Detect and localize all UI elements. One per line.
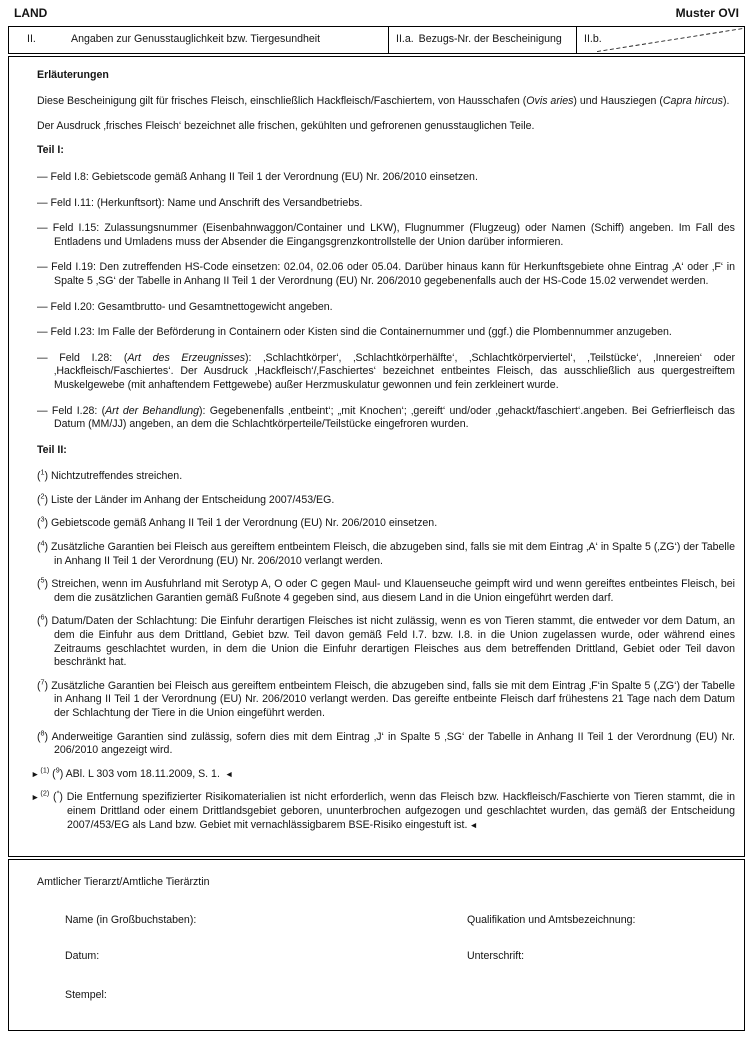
diagonal-strike-line	[577, 27, 744, 53]
amendment-note: ►$^{(1)}$ ($^9$) ABl. L 303 vom 18.11.2009, S. 1. ◄	[31, 765, 234, 780]
date-label: Datum:	[65, 950, 100, 963]
dash-marker: —	[37, 222, 48, 235]
field-note-item: — Feld I.19: Den zutreffenden HS-Code einsetzen: 02.04, 02.06 oder 05.04. Darüber hinaus kann für Herkunftsgebiete ohne Eintrag ‚A‘ oder ‚F‘ in Spalte 5 ‚SG‘ der Tabelle in Anhang II Teil 1 der Verordnung (EU) Nr. 206/2010 gegebenenfalls auch der HS-Code 15.02 verwendet werden.	[37, 261, 735, 287]
footnote-item: ($^2$) Liste der Länder im Anhang der Entscheidung 2007/453/EG.	[37, 491, 335, 506]
item-type-label: Art des Erzeugnisses	[127, 351, 246, 364]
footnote-marker: ($^3$)	[37, 514, 49, 530]
stamp-label: Stempel:	[65, 988, 107, 1001]
intro-paragraph-2: Der Ausdruck ‚frisches Fleisch‘ bezeichnet alle frischen, gekühlten und gefrorenen genusstauglichen Teile.	[37, 119, 535, 132]
intro-paragraph-1: Diese Bescheinigung gilt für frisches Fleisch, einschließlich Hackfleisch/Faschiertem, von Hausschafen (Ovis aries) und Hausziegen (Capra hircus).	[37, 95, 730, 108]
footnote-item: ($^7$) Zusätzliche Garantien bei Fleisch aus gereiftem entbeintem Fleisch, die abzugeben sind, falls sie mit dem Eintrag ‚F‘in Spalte 5 (‚ZG‘) der Tabelle in Anhang II Teil 1 der Verordnung (EU) Nr. 206/2010 verlangt werden. Das gereifte entbeinte Fleisch darf frühestens 21 Tage nach dem Datum der Schlachtung der Tiere in die Union eingeführt werden.	[37, 677, 735, 719]
dash-marker: —	[37, 404, 48, 417]
amendment-sup-label: (2)	[40, 788, 50, 798]
header-cell-part-ii	[9, 27, 389, 53]
amendment-sup-label: (1)	[40, 765, 50, 775]
species-name-latin: Ovis aries	[526, 95, 574, 108]
species-name-latin: Capra hircus	[662, 95, 723, 108]
part-ii-number: II.	[27, 32, 36, 45]
part-iia-number: II.a.	[396, 32, 414, 45]
field-note-item: — Feld I.28: (Art des Erzeugnisses): ‚Schlachtkörper‘, ‚Schlachtkörperhälfte‘, ‚Schlachtkörperviertel‘, ‚Teilstücke‘, ‚Innereien‘ oder ‚Hackfleisch/Faschiertes‘. Der Ausdruck ‚Hackfleisch‘/‚Faschiertes‘ bezeichnet entbeintes Fleisch, das ausschließlich aus quergestreiftem Muskelgewebe (mit anhaftendem Fettgewebe) außer Herzmuskulatur gewonnen und fein zerkleinert wurde.	[37, 351, 735, 391]
field-note-item: — Feld I.20: Gesamtbrutto- und Gesamtnettogewicht angeben.	[37, 300, 333, 313]
footnote-marker: ($^9$)	[52, 765, 64, 780]
dash-marker: —	[37, 196, 48, 209]
header-cell-iib	[577, 27, 744, 53]
qualification-label: Qualifikation und Amtsbezeichnung:	[467, 913, 636, 926]
field-note-item: — Feld I.11: (Herkunftsort): Name und Anschrift des Versandbetriebs.	[37, 196, 363, 209]
amendment-end-marker-icon: ◄	[224, 768, 234, 779]
footnote-marker: ($^1$)	[37, 467, 49, 483]
veterinarian-title: Amtlicher Tierarzt/Amtliche Tierärztin	[37, 876, 210, 888]
footnote-marker: ($^2$)	[37, 491, 49, 506]
teil-2-heading: Teil II:	[37, 443, 67, 456]
footnote-item: ($^6$) Datum/Daten der Schlachtung: Die Einfuhr derartigen Fleisches ist nicht zulässig, wenn es von Tieren stammt, die entweder vor dem Datum, an dem die Einfuhr aus dem Drittland, Gebiet bzw. Teil davon gemäß Feld I.7. bzw. I.8. in die Union zugelassen wurde, oder während eines Zeitraums geschlachtet wurden, in dem die Union die Einfuhr derartigen Fleisches aus dem betreffenden Drittland, Gebiet oder Teil davon beschränkt hat.	[37, 612, 735, 669]
amendment-note: ►$^{(2)}$ (*) Die Entfernung spezifizierter Risikomaterialien ist nicht erforderlich, wenn das Fleisch bzw. Hackfleisch/Faschierte von Tieren stammt, die in einem Drittland oder einem Drittlandsgebiet geboren, ununterbrochen aufgezogen und geschlachtet wurden, das gemäß der Entscheidung 2007/453/EG als Land bzw. Gebiet mit vernachlässigbarem BSE-Risiko eingestuft ist. ◄	[31, 788, 735, 831]
dash-marker: —	[37, 351, 48, 364]
amendment-end-marker-icon: ◄	[469, 819, 478, 830]
field-note-item: — Feld I.15: Zulassungsnummer (Eisenbahnwaggon/Container und LKW), Flugnummer (Flugzeug) oder Namen (Schiff) angeben. Im Fall des Entladens und Umladens muss der Absender die Eingangsgrenzkontrollstelle der Union darüber informieren.	[37, 222, 735, 248]
name-label: Name (in Großbuchstaben):	[65, 913, 197, 926]
dash-marker: —	[37, 326, 48, 339]
official-veterinarian-box	[8, 859, 745, 1031]
footnote-item: ($^5$) Streichen, wenn im Ausfuhrland mit Serotyp A, O oder C gegen Maul- und Klauenseuche geimpft wird und wenn gereiftes entbeintes Fleisch, bei dem die zusätzlichen Garantien gemäß Fußnote 4 gegeben sind, aus diesem Land in die Union eingeführt werden darf.	[37, 575, 736, 604]
part-ii-title: Angaben zur Genusstauglichkeit bzw. Tiergesundheit	[71, 32, 321, 45]
notes-title: Erläuterungen	[37, 68, 109, 81]
model-label: Muster OVI	[675, 6, 739, 20]
field-note-item: — Feld I.23: Im Falle der Beförderung in Containern oder Kisten sind die Containernummer und (ggf.) die Plombennummer anzugeben.	[37, 326, 672, 339]
footnote-item: ($^1$) Nichtzutreffendes streichen.	[37, 467, 183, 483]
footnote-item: ($^3$) Gebietscode gemäß Anhang II Teil 1 der Verordnung (EU) Nr. 206/2010 einsetzen.	[37, 514, 438, 530]
footnote-item: ($^8$) Anderweitige Garantien sind zulässig, sofern dies mit dem Eintrag ‚J‘ in Spalte 5 ‚SG‘ der Tabelle in Anhang II Teil 1 der Verordnung (EU) Nr. 206/2010 angezeigt wird.	[37, 728, 735, 757]
part-iia-title: Bezugs-Nr. der Bescheinigung	[418, 32, 562, 45]
field-note-item: — Feld I.8: Gebietscode gemäß Anhang II Teil 1 der Verordnung (EU) Nr. 206/2010 einsetzen.	[37, 170, 478, 183]
page-header	[8, 5, 745, 26]
field-note-item: — Feld I.28: (Art der Behandlung): Gegebenenfalls ‚entbeint‘; „mit Knochen‘; ‚gereift‘ und/oder ‚gehackt/faschiert‘.angeben. Bei Gefrierfleisch das Datum (MM/JJ) angeben, an dem die Schlachtkörperteile/Teilstücke eingefroren wurden.	[37, 404, 735, 431]
part-iib-number: II.b.	[584, 32, 602, 45]
footnote-marker: ($^5$)	[37, 575, 49, 591]
footnote-marker: (*)	[53, 788, 63, 804]
country-label: LAND	[14, 6, 48, 20]
footnote-item: ($^4$) Zusätzliche Garantien bei Fleisch aus gereiftem entbeintem Fleisch, die abzugeben sind, falls sie mit dem Eintrag ‚A‘ in Spalte 5 (‚ZG‘) der Tabelle in Anhang II Teil 1 der Verordnung (EU) Nr. 206/2010 verlangt werden.	[37, 538, 735, 567]
amendment-start-marker-icon: ►	[31, 768, 41, 779]
header-cell-reference-number	[389, 27, 577, 53]
dash-marker: —	[37, 261, 48, 274]
footnote-marker: ($^6$)	[37, 612, 49, 628]
dash-marker: —	[37, 300, 48, 313]
item-type-label: Art der Behandlung	[105, 404, 199, 417]
signature-label: Unterschrift:	[467, 950, 525, 963]
explanatory-notes-box	[8, 56, 745, 857]
amendment-start-marker-icon: ►	[31, 792, 41, 803]
dash-marker: —	[37, 170, 48, 183]
footnote-marker: ($^4$)	[37, 538, 49, 554]
footnote-marker: ($^8$)	[37, 728, 49, 743]
footnote-marker: ($^7$)	[37, 677, 49, 692]
certificate-header-table	[8, 26, 745, 54]
teil-1-heading: Teil I:	[37, 144, 64, 157]
